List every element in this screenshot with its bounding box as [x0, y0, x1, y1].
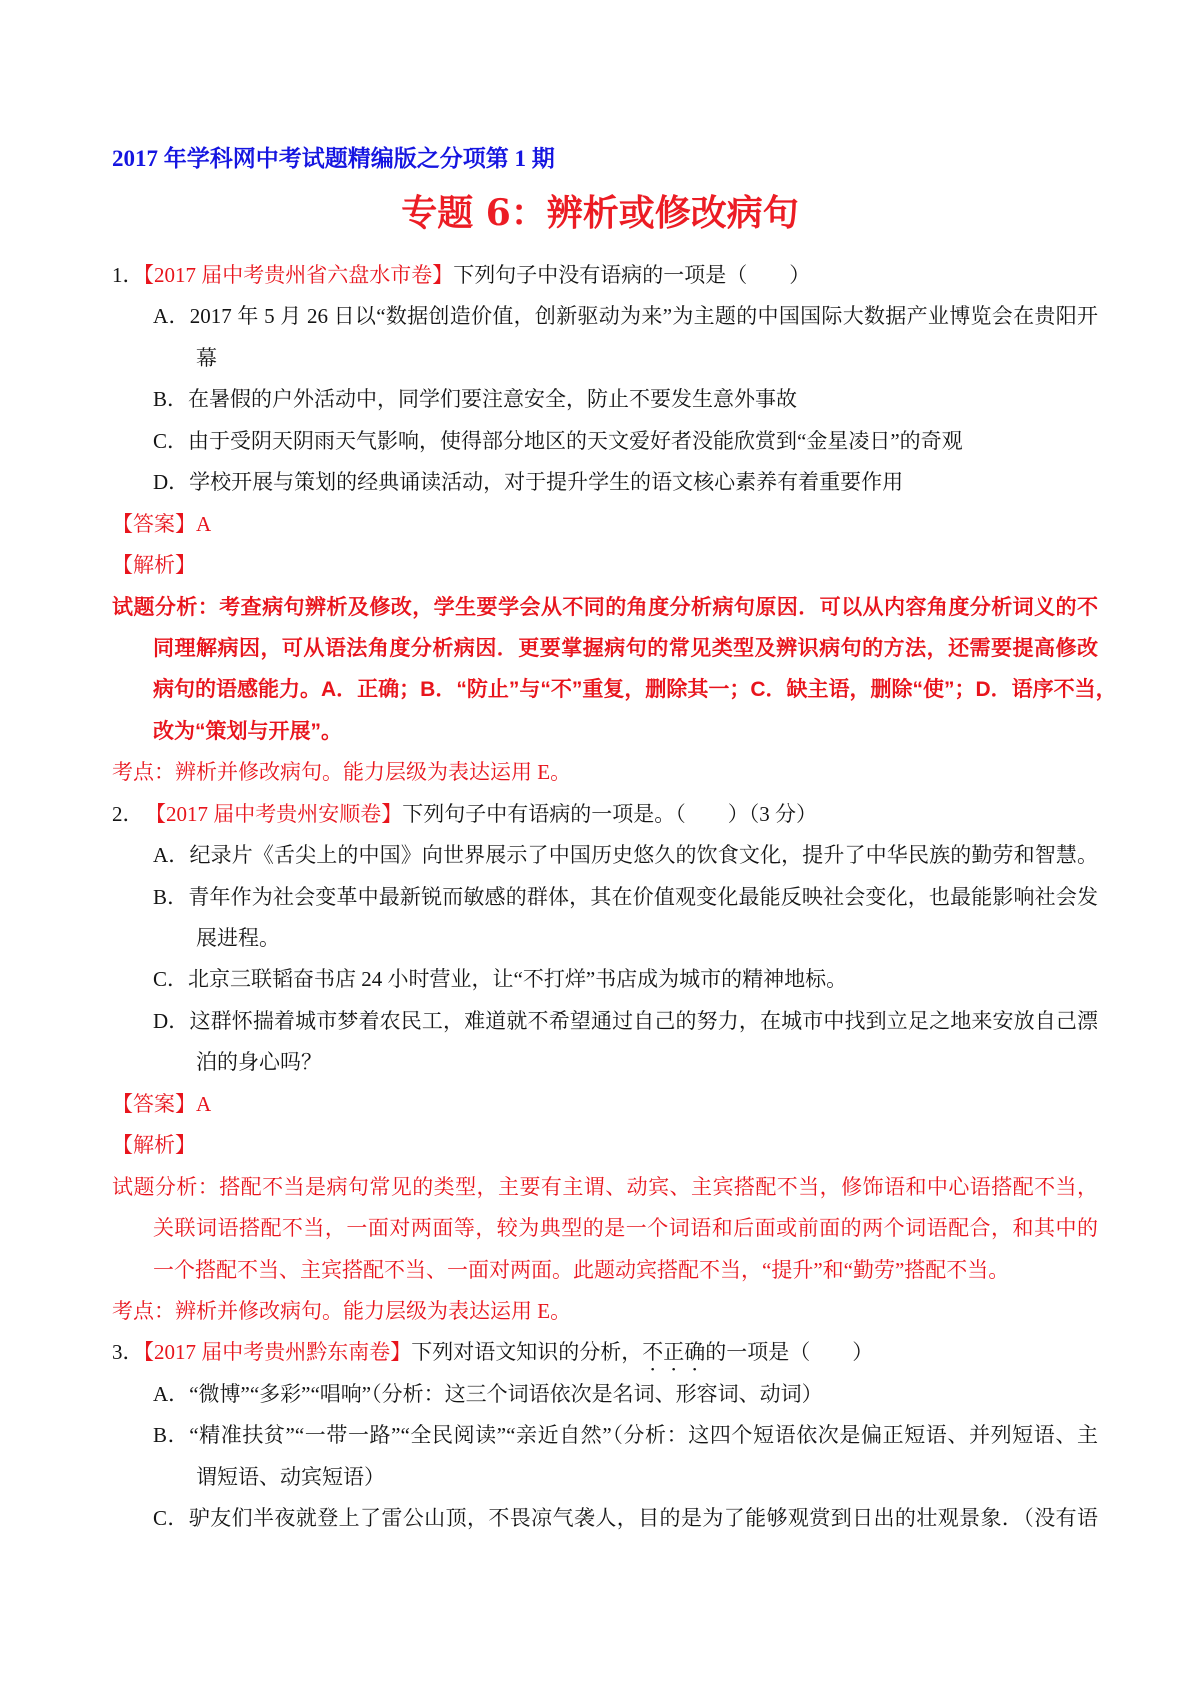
- option-text: 青年作为社会变革中最新锐而敏感的群体，其在价值观变化最能反映社会变化，也最能影响社会发: [188, 884, 1098, 909]
- analysis-label: 【解析】: [112, 1133, 196, 1158]
- option-a: [153, 1374, 1098, 1415]
- option-text: 北京三联韬奋书店 24 小时营业，让“不打烊”书店成为城市的精神地标。: [188, 967, 848, 992]
- analysis-line: 改为“策划与开展”。: [153, 719, 342, 743]
- option-label: A．: [153, 843, 190, 868]
- question-source: 【2017 届中考贵州安顺卷】: [155, 801, 403, 826]
- option-label: D．: [153, 1008, 190, 1033]
- kaodian-line: 考点：辨析并修改病句。能力层级为表达运用 E。: [112, 1298, 572, 1323]
- option-b: [153, 379, 1098, 420]
- analysis-line: 关联词语搭配不当，一面对两面等，较为典型的是一个词语和后面或前面的两个词语配合，和其中的: [153, 1216, 1098, 1241]
- analysis-line: 试题分析：搭配不当是病句常见的类型，主要有主谓、动宾、主宾搭配不当，修饰语和中心语搭配不当，: [112, 1174, 1098, 1199]
- series-header: 2017 年学科网中考试题精编版之分项第 1 期: [112, 146, 555, 171]
- option-text: 这群怀揣着城市梦着农民工，难道就不希望通过自己的努力，在城市中找到立足之地来安放自己漂: [189, 1008, 1098, 1033]
- option-text: “微博”“多彩”“唱响”（分析：这三个词语依次是名词、形容词、动词）: [189, 1381, 823, 1406]
- option-text: 学校开展与策划的经典诵读活动，对于提升学生的语文核心素养有着重要作用: [189, 470, 904, 495]
- question-source: 【2017 届中考贵州黔东南卷】: [143, 1340, 412, 1365]
- question-3-stem: [112, 1332, 1098, 1373]
- option-b-continuation: 谓短语、动宾短语）: [196, 1464, 385, 1489]
- analysis-line: 一个搭配不当、主宾搭配不当、一面对两面。此题动宾搭配不当，“提升”和“勤劳”搭配不当。: [153, 1257, 1010, 1282]
- answer-label: 【答案】: [112, 511, 196, 536]
- question-number: 1．: [112, 263, 144, 287]
- option-label: C．: [153, 1506, 189, 1531]
- option-a: [153, 296, 1098, 337]
- question-text: 下列对语文知识的分析，: [411, 1340, 643, 1365]
- analysis-line: 试题分析：考查病句辨析及修改，学生要学会从不同的角度分析病句原因．可以从内容角度分析词义的不: [112, 595, 1098, 619]
- option-label: C．: [153, 428, 189, 453]
- option-d: [153, 462, 1098, 503]
- option-b: [153, 1415, 1098, 1456]
- option-label: D．: [153, 470, 190, 495]
- option-label: C．: [153, 967, 189, 992]
- option-a: [153, 835, 1098, 876]
- answer-line: [112, 1084, 1098, 1125]
- option-label: B．: [153, 387, 189, 412]
- emphasized-text: 不正确: [642, 1340, 706, 1365]
- option-c: [153, 959, 1098, 1000]
- kaodian-line: 考点：辨析并修改病句。能力层级为表达运用 E。: [112, 760, 572, 785]
- answer-label: 【答案】: [112, 1091, 196, 1116]
- analysis-label: 【解析】: [112, 553, 196, 578]
- answer-value: A: [196, 511, 212, 536]
- option-d: [153, 1001, 1098, 1042]
- option-label: B．: [153, 884, 189, 909]
- option-text: “精准扶贫”“一带一路”“全民阅读”“亲近自然”（分析：这四个短语依次是偏正短语、并列短语、主: [189, 1423, 1098, 1448]
- question-text: 下列句子中有语病的一项是。（ ）（3 分）: [402, 801, 817, 826]
- option-c: [153, 421, 1098, 462]
- option-a-continuation: 幕: [196, 345, 217, 370]
- option-text: 在暑假的户外活动中，同学们要注意安全，防止不要发生意外事故: [188, 387, 798, 412]
- option-b-continuation: 展进程。: [196, 926, 280, 950]
- question-text: 下列句子中没有语病的一项是（ ）: [453, 263, 811, 287]
- option-b: [153, 877, 1098, 918]
- question-2-stem: [112, 794, 1098, 835]
- question-text-end: 的一项是（ ）: [705, 1340, 874, 1365]
- option-text: 2017 年 5 月 26 日以“数据创造价值，创新驱动为来”为主题的中国国际大数据产业博览会在贵阳开: [189, 304, 1098, 329]
- question-number: 3．: [112, 1340, 144, 1365]
- answer-line: [112, 504, 1098, 545]
- option-label: A．: [153, 304, 190, 329]
- topic-title: 专题 6：辨析或修改病句: [401, 192, 799, 234]
- option-d-continuation: 泊的身心吗？: [196, 1050, 322, 1075]
- question-1-stem: [112, 255, 1098, 296]
- question-source: 【2017 届中考贵州省六盘水市卷】: [143, 263, 454, 287]
- option-text: 纪录片《舌尖上的中国》向世界展示了中国历史悠久的饮食文化，提升了中华民族的勤劳和智慧。: [189, 843, 1098, 868]
- option-text: 驴友们半夜就登上了雷公山顶，不畏凉气袭人，目的是为了能够观赏到日出的壮观景象．（没有语: [188, 1506, 1098, 1531]
- analysis-line: 同理解病因，可从语法角度分析病因．更要掌握病句的常见类型及辨识病句的方法，还需要提高修改: [153, 636, 1098, 660]
- option-label: A．: [153, 1381, 190, 1406]
- option-c: [153, 1498, 1098, 1539]
- option-label: B．: [153, 1423, 190, 1448]
- question-list: [0, 255, 1200, 1540]
- option-text: 由于受阴天阴雨天气影响，使得部分地区的天文爱好者没能欣赏到“金星凌日”的奇观: [188, 428, 963, 453]
- question-number: 2．: [112, 801, 144, 826]
- analysis-line: 病句的语感能力。A．正确；B．“防止”与“不”重复，删除其一；C．缺主语，删除“使”；D．语序不当，: [153, 678, 1117, 702]
- answer-value: A: [196, 1091, 212, 1116]
